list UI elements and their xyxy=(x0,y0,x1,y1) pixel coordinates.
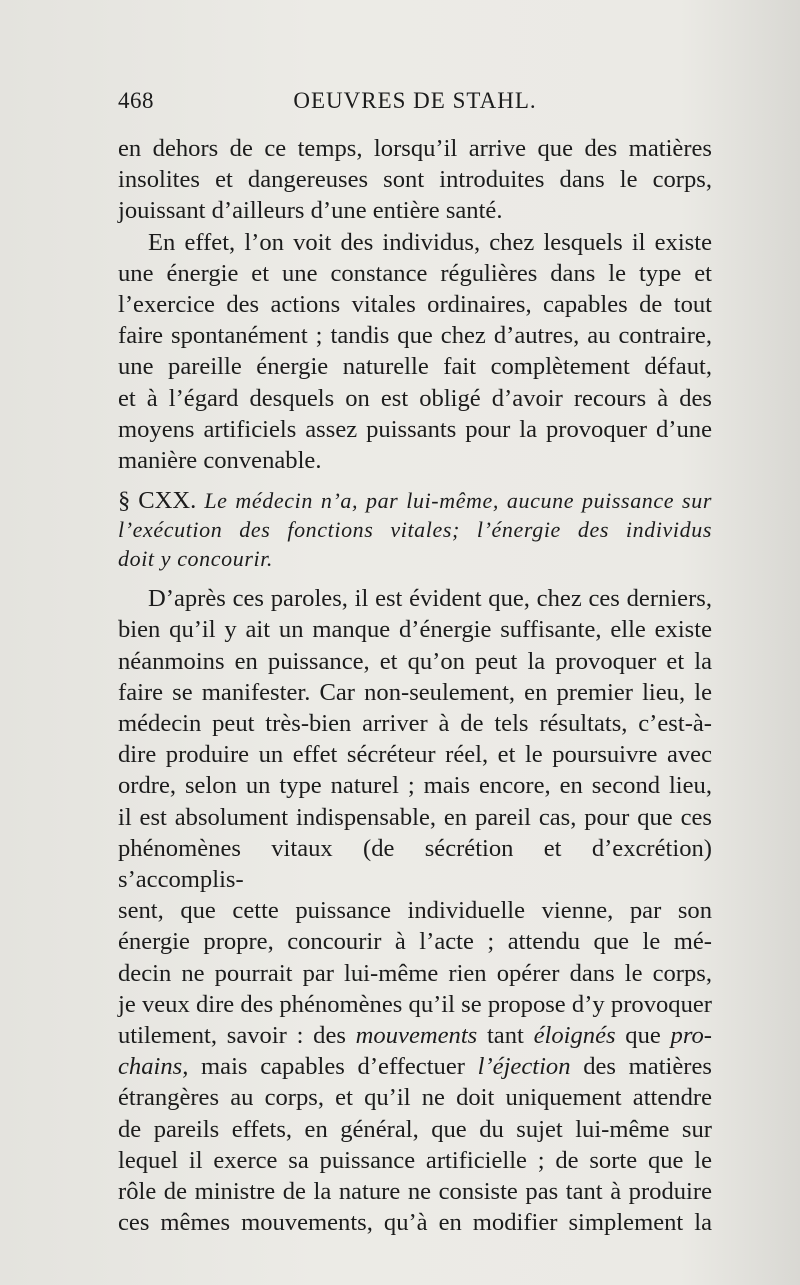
text-run: mais capables d’effectuer xyxy=(188,1053,478,1081)
section-title-line: l’exécution des fonctions vitales; l’énergie des individus xyxy=(118,517,712,543)
text-line: En effet, l’on voit des individus, chez lesquels il existe xyxy=(148,228,712,256)
text-line: ces mêmes mouvements, qu’à en modifier simplement la xyxy=(118,1209,712,1237)
text-run: utilement, savoir : des xyxy=(118,1022,356,1050)
running-title: OEUVRES DE STAHL. xyxy=(293,88,537,113)
section-heading xyxy=(118,486,712,573)
text-line: l’exercice des actions vitales ordinaires, capables de tout xyxy=(118,291,712,319)
text-line: je veux dire des phénomènes qu’il se propose d’y provoquer xyxy=(118,990,712,1018)
text-line: bien qu’il y ait un manque d’énergie suffisante, elle existe xyxy=(118,616,712,644)
text-line: rôle de ministre de la nature ne consiste pas tant à produire xyxy=(118,1178,712,1206)
text-line: de pareils effets, en général, que du sujet lui-même sur xyxy=(118,1115,712,1143)
text-line: médecin peut très-bien arriver à de tels résultats, c’est-à- xyxy=(118,710,712,738)
body-text xyxy=(118,133,712,1239)
text-line: decin ne pourrait par lui-même rien opérer dans le corps, xyxy=(118,959,712,987)
text-line: jouissant d’ailleurs d’une entière santé. xyxy=(118,197,503,225)
text-line: et à l’égard desquels on est obligé d’avoir recours à des xyxy=(118,384,712,412)
text-run: que xyxy=(615,1022,671,1050)
text-line: énergie propre, concourir à l’acte ; attendu que le mé- xyxy=(118,928,712,956)
page-header xyxy=(118,88,712,124)
text-line-mixed xyxy=(118,1051,712,1082)
page-number: 468 xyxy=(118,88,154,113)
text-line-mixed xyxy=(118,1020,712,1051)
text-line: faire se manifester. Car non-seulement, en premier lieu, le xyxy=(118,678,712,706)
text-line: il est absolument indispensable, en pareil cas, pour que ces xyxy=(118,803,712,831)
italic-term: pro- xyxy=(670,1022,712,1050)
text-line: faire spontanément ; tandis que chez d’autres, au contraire, xyxy=(118,322,712,350)
text-line: insolites et dangereuses sont introduites dans le corps, xyxy=(118,166,712,194)
text-line: néanmoins en puissance, et qu’on peut la provoquer et la xyxy=(118,647,712,675)
italic-term: mouvements xyxy=(355,1022,478,1050)
text-line: ordre, selon un type naturel ; mais encore, en second lieu, xyxy=(118,772,712,800)
text-line: étrangères au corps, et qu’il ne doit uniquement attendre xyxy=(118,1084,712,1112)
text-line: moyens artificiels assez puissants pour la provoquer d’une xyxy=(118,415,712,443)
text-line: une pareille énergie naturelle fait complètement défaut, xyxy=(118,353,712,381)
text-line: phénomènes vitaux (de sécrétion et d’excrétion) s’accomplis- xyxy=(118,834,712,894)
text-line: dire produire un effet sécréteur réel, et le poursuivre avec xyxy=(118,741,712,769)
text-line: lequel il exerce sa puissance artificielle ; de sorte que le xyxy=(118,1146,712,1174)
italic-term: l’éjection xyxy=(477,1053,571,1081)
text-run: tant xyxy=(477,1022,534,1050)
text-line: une énergie et une constance régulières dans le type et xyxy=(118,259,712,287)
italic-term: chains, xyxy=(118,1053,189,1081)
section-title-line: doit y concourir. xyxy=(118,546,274,572)
text-line: en dehors de ce temps, lorsqu’il arrive que des matières xyxy=(118,135,712,162)
section-label: § CXX. xyxy=(118,487,197,515)
text-line: D’après ces paroles, il est évident que, chez ces derniers, xyxy=(148,585,712,613)
section-title-line: Le médecin n’a, par lui-même, aucune puissance sur xyxy=(204,488,712,514)
text-line: sent, que cette puissance individuelle vienne, par son xyxy=(118,897,712,925)
text-line: manière convenable. xyxy=(118,447,322,475)
italic-term: éloignés xyxy=(533,1022,616,1050)
text-run: des matières xyxy=(570,1053,712,1081)
